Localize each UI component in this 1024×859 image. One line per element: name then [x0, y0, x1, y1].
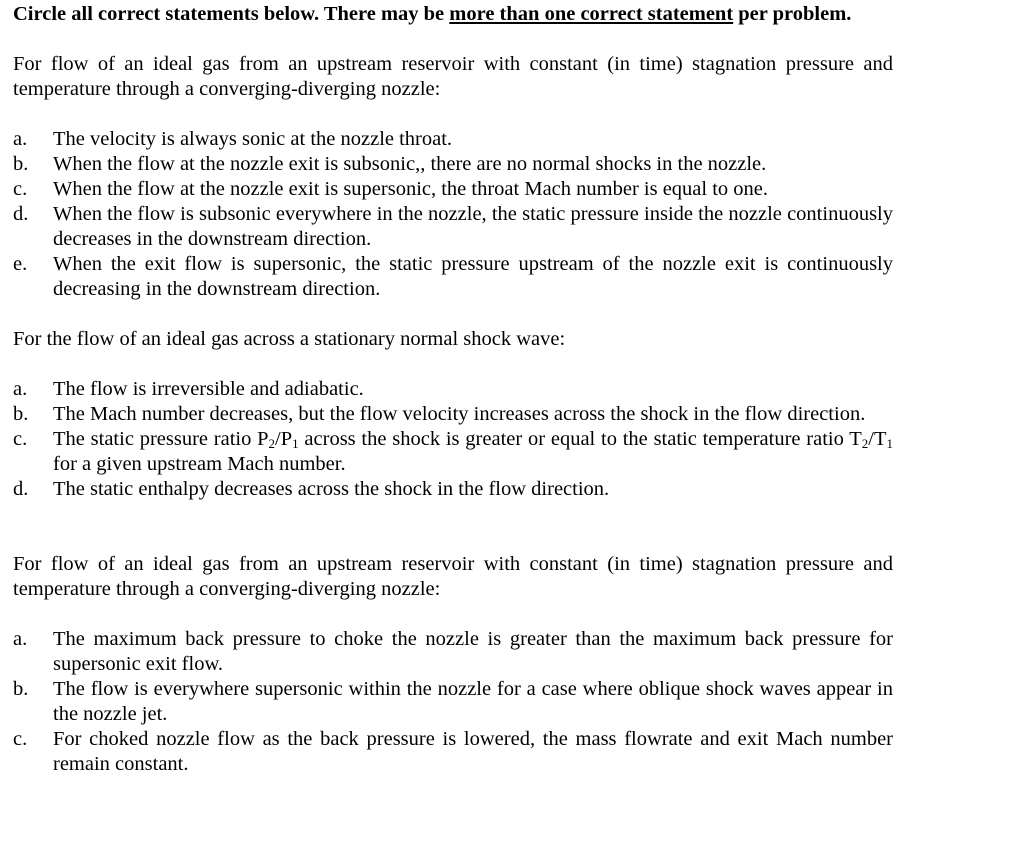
instructions-text-end: per problem.: [733, 3, 852, 25]
option-letter: a.: [13, 378, 28, 400]
option[interactable]: [13, 127, 893, 152]
option-letter: a.: [13, 128, 28, 150]
option-letter: d.: [13, 203, 29, 225]
option[interactable]: [13, 177, 893, 202]
option-text: The flow is irreversible and adiabatic.: [53, 378, 364, 400]
problem-1-prompt: For flow of an ideal gas from an upstream reservoir with constant (in time) stagnation pressure and temperature through a converging-diverging nozzle:: [13, 53, 893, 100]
option[interactable]: [13, 477, 893, 502]
option[interactable]: [13, 152, 893, 177]
option-letter: c.: [13, 428, 28, 450]
problem-1-options: [13, 127, 893, 302]
option[interactable]: [13, 427, 893, 477]
option-text: The maximum back pressure to choke the nozzle is greater than the maximum back pressure for supersonic exit flow.: [53, 628, 893, 675]
instructions-emphasis: more than one correct statement: [449, 3, 734, 25]
option-letter: b.: [13, 153, 29, 175]
option-letter: c.: [13, 178, 28, 200]
option[interactable]: [13, 402, 893, 427]
option-letter: e.: [13, 253, 28, 275]
option-letter: c.: [13, 728, 28, 750]
option-text: For choked nozzle flow as the back pressure is lowered, the mass flowrate and exit Mach number remain constant.: [53, 728, 893, 775]
instructions-text: Circle all correct statements below. There may be: [13, 3, 450, 25]
problem-3-options: [13, 627, 893, 777]
option[interactable]: [13, 252, 893, 302]
option[interactable]: [13, 727, 893, 777]
option-letter: b.: [13, 403, 29, 425]
option-text: The Mach number decreases, but the flow velocity increases across the shock in the flow direction.: [53, 403, 866, 425]
option-text: When the flow is subsonic everywhere in the nozzle, the static pressure inside the nozzle continuously decreases in the downstream direction.: [53, 203, 893, 250]
option-text: The velocity is always sonic at the nozzle throat.: [53, 128, 453, 150]
option-text: The static pressure ratio $P_2/P_1$ across the shock is greater or equal to the static temperature ratio $T_2/T_1$ for a given upstream Mach number.: [53, 428, 893, 475]
instructions: [13, 2, 893, 27]
option-text: The static enthalpy decreases across the shock in the flow direction.: [53, 478, 610, 500]
option-letter: b.: [13, 678, 29, 700]
option[interactable]: [13, 377, 893, 402]
option-text: When the flow at the nozzle exit is supersonic, the throat Mach number is equal to one.: [53, 178, 769, 200]
option[interactable]: [13, 677, 893, 727]
option-text: When the flow at the nozzle exit is subsonic,, there are no normal shocks in the nozzle.: [53, 153, 767, 175]
problem-2-prompt: For the flow of an ideal gas across a stationary normal shock wave:: [13, 328, 566, 350]
option-text: When the exit flow is supersonic, the static pressure upstream of the nozzle exit is continuously decreasing in the downstream direction.: [53, 253, 893, 300]
problem-3-prompt: For flow of an ideal gas from an upstream reservoir with constant (in time) stagnation pressure and temperature through a converging-diverging nozzle:: [13, 553, 893, 600]
problem-2-options: [13, 377, 893, 502]
option[interactable]: [13, 202, 893, 252]
option-text: The flow is everywhere supersonic within the nozzle for a case where oblique shock waves appear in the nozzle jet.: [53, 678, 893, 725]
option-letter: a.: [13, 628, 28, 650]
option[interactable]: [13, 627, 893, 677]
document-page: [13, 2, 893, 777]
option-letter: d.: [13, 478, 29, 500]
